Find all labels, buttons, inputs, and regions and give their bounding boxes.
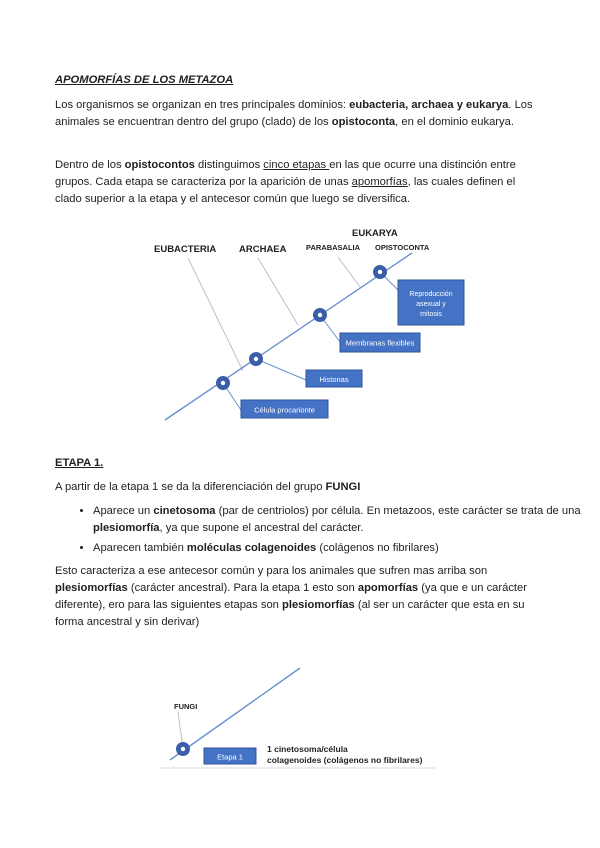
eubacteria-branch: [188, 258, 243, 371]
etapa1-note-2: colagenoides (colágenos no fibrilares): [267, 755, 423, 765]
p2-apomorfias: apomorfías: [351, 176, 408, 188]
ep-e: (ya que e un carácter diferente), ero para las siguientes etapas son: [55, 582, 527, 611]
node-2: [249, 352, 263, 366]
p1-text-e: , en el dominio eukarya.: [395, 116, 514, 128]
phylogeny-diagram: [0, 218, 600, 430]
box-repro-line2: asexual y: [416, 301, 446, 308]
ep-apomorfias: apomorfías: [357, 582, 419, 594]
p2-opistocontos: opistocontos: [124, 159, 195, 171]
p1-domains: eubacteria, archaea y eukarya: [349, 99, 509, 111]
p2-text-a: Dentro de los: [55, 159, 125, 171]
box-membranas-text: Membranas flexibles: [345, 338, 415, 348]
label-opistoconta: OPISTOCONTA: [375, 243, 430, 252]
etapa1-intro-a: A partir de la etapa 1 se da la diferenciación del grupo: [55, 481, 326, 493]
label-archaea: ARCHAEA: [239, 244, 287, 255]
node-3: [313, 308, 327, 322]
p1-text-a: Los organismos se organizan en tres principales dominios:: [55, 99, 350, 111]
b1-plesiomorfia: plesiomorfía: [93, 522, 160, 534]
b2-a: Aparecen también: [93, 542, 187, 554]
p1-text-c: . Los animales se encuentran dentro del grupo (clado) de los: [55, 99, 533, 128]
page-title: APOMORFÍAS DE LOS METAZOA: [55, 74, 234, 86]
bullet-cinetosoma: [93, 503, 583, 537]
b1-e: , ya que supone el ancestral del carácter.: [159, 522, 364, 534]
ep-a: Esto caracteriza a ese antecesor común y para los animales que sufren mas arriba son: [55, 565, 488, 577]
b2-moleculas: moléculas colagenoides: [186, 542, 317, 554]
label-parabasalia: PARABASALIA: [306, 243, 361, 252]
node-4: [373, 265, 387, 279]
intro-paragraph: [55, 97, 545, 131]
box-etapa1-text: Etapa 1: [217, 752, 243, 762]
etapa1-note-1: 1 cinetosoma/célula: [267, 744, 348, 754]
p2-text-g: , las cuales definen el clado superior a la etapa y el antecesor común que luego se diversifica.: [55, 176, 516, 205]
b1-c: (par de centriolos) por célula. En metazoos, este carácter se trata de una: [215, 505, 581, 517]
label-eukarya: EUKARYA: [352, 228, 398, 239]
box-histonas: [306, 370, 362, 387]
label-eubacteria: EUBACTERIA: [154, 244, 217, 255]
archaea-branch: [258, 258, 298, 325]
stages-paragraph: [55, 157, 545, 208]
etapa1-explanation: [55, 563, 545, 631]
box-repro-line3: mitosis: [420, 311, 442, 318]
bullet-colagenoides: [93, 540, 583, 557]
ep-plesiomorfias-2: plesiomorfías: [282, 599, 355, 611]
ep-c: (carácter ancestral). Para la etapa 1 esto son: [127, 582, 358, 594]
node-1: [216, 376, 230, 390]
etapa1-diagram: [0, 660, 600, 775]
p2-text-c: distinguimos: [194, 159, 264, 171]
box-celula-procarionte: [241, 400, 328, 418]
etapa1-fungi: FUNGI: [325, 481, 361, 493]
box-celula-text: Célula procarionte: [254, 405, 315, 415]
etapa1-node: [176, 742, 190, 756]
b1-cinetosoma: cinetosoma: [153, 505, 216, 517]
connector-histonas: [256, 359, 306, 380]
box-repro-line1: Reproducción: [409, 291, 453, 298]
box-histonas-text: Histonas: [319, 375, 349, 384]
ep-plesiomorfias-1: plesiomorfías: [55, 582, 128, 594]
box-membranas-flexibles: [340, 333, 420, 352]
b1-a: Aparece un: [93, 505, 154, 517]
parabasalia-branch: [338, 257, 360, 287]
b2-c: (colágenos no fibrilares): [316, 542, 439, 554]
etapa1-intro: [55, 479, 545, 496]
p1-opistoconta: opistoconta: [331, 116, 396, 128]
etapa1-title: ETAPA 1.: [55, 457, 104, 469]
box-etapa1: [204, 748, 256, 764]
p2-text-e: en las que ocurre una distinción entre grupos. Cada etapa se caracteriza por la aparición de unas: [55, 159, 516, 188]
p2-cinco-etapas: cinco etapas: [263, 159, 330, 171]
etapa1-bullet-list: [55, 503, 583, 560]
label-fungi: FUNGI: [174, 702, 198, 711]
ep-g: (al ser un carácter que esta en su forma ancestral y sin derivar): [55, 599, 525, 628]
